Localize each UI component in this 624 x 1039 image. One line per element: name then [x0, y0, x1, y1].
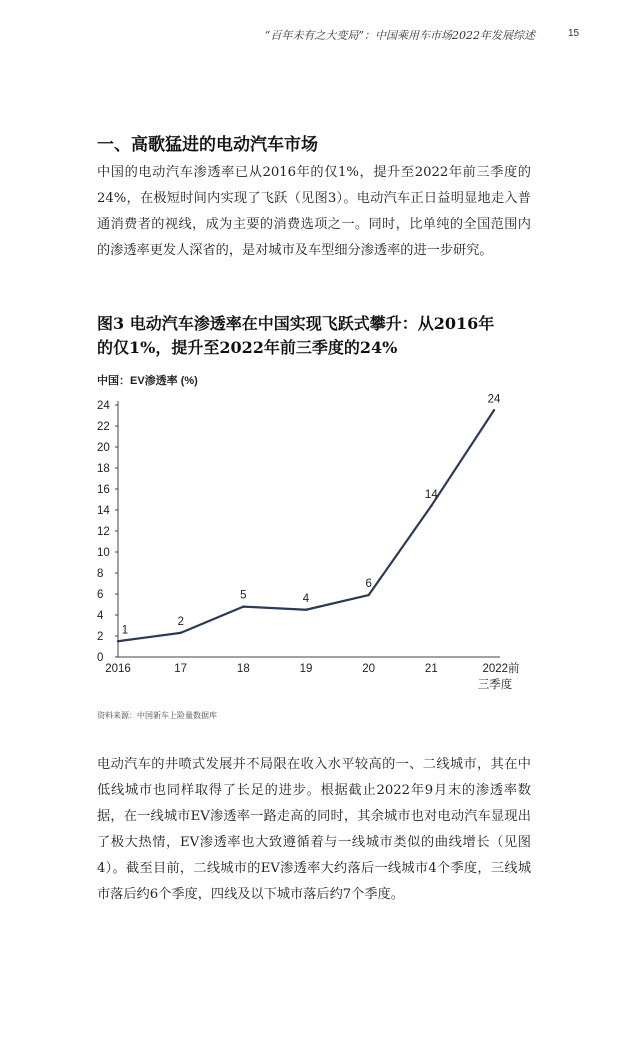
y-tick-label: 14 [97, 505, 110, 517]
figure-title-line-2: 的仅1%，提升至2022年前三季度的24% [97, 338, 398, 357]
y-tick-label: 12 [97, 526, 110, 538]
data-point [117, 640, 119, 642]
x-tick-label: 21 [424, 663, 438, 675]
y-tick-label: 0 [97, 652, 104, 664]
y-tick-label: 18 [97, 463, 110, 475]
data-label: 1 [121, 624, 129, 637]
y-tick-label: 8 [97, 568, 104, 580]
intro-paragraph: 中国的电动汽车渗透率已从2016年的仅1%，提升至2022年前三季度的24%，在极短时间内实现了飞跃（见图3）。电动汽车正日益明显地走入普通消费者的视线，成为主要的消费选项之一。同时，比单纯的全国范围内的渗透率更发人深省的，是对城市及车型细分渗透率的进一步研究。 [97, 165, 531, 258]
x-tick-label: 2016 [105, 663, 131, 675]
data-point [242, 605, 244, 607]
x-tick-label: 2022前 [482, 663, 520, 675]
x-tick-label: 20 [362, 663, 376, 675]
y-tick-label: 10 [97, 547, 110, 559]
section-title: 一、高歌猛进的电动汽车市场 [97, 135, 318, 155]
y-tick-label: 6 [97, 589, 104, 601]
body-paragraph: 电动汽车的井喷式发展并不局限在收入水平较高的一、二线城市，其在中低线城市也同样取得了长足的进步。根据截止2022年9月末的渗透率数据，在一线城市EV渗透率一路走高的同时，其余城市也对电动汽车显现出了极大热情，EV渗透率也大致遵循着与一线城市类似的曲线增长（见图4）。截至目前，二线城市的EV渗透率大约落后一线城市4个季度，三线城市落后约6个季度，四线及以下城市落后约7个季度。 [97, 757, 531, 902]
x-tick-label: 17 [174, 663, 188, 675]
data-point [430, 505, 432, 507]
data-label: 14 [424, 488, 438, 501]
data-point [305, 609, 307, 611]
data-label: 2 [177, 615, 184, 628]
y-tick-label: 22 [97, 421, 110, 433]
x-tick-label: 三季度 [477, 679, 513, 691]
chart-subtitle: 中国：EV渗透率 (%) [97, 375, 198, 387]
data-label: 6 [365, 578, 372, 591]
page-number: 15 [568, 28, 580, 39]
y-tick-label: 4 [97, 610, 104, 622]
y-tick-label: 2 [97, 631, 104, 643]
x-tick-label: 19 [299, 663, 313, 675]
y-tick-label: 16 [97, 484, 110, 496]
y-tick-label: 20 [97, 442, 110, 454]
data-point [367, 594, 369, 596]
series-line [118, 410, 494, 641]
data-label: 5 [240, 589, 247, 602]
y-tick-label: 24 [97, 400, 110, 412]
data-label: 4 [302, 592, 310, 605]
data-label: 24 [487, 393, 501, 406]
figure-source: 资料来源：中国新车上险量数据库 [97, 711, 217, 720]
figure-title-line-1: 图3 电动汽车渗透率在中国实现飞跃式攀升：从2016年 [97, 314, 495, 333]
x-tick-label: 18 [236, 663, 250, 675]
data-point [179, 632, 181, 634]
data-point [493, 409, 495, 411]
running-header: “百年未有之大变局”：中国乘用车市场2022年发展综述 [264, 29, 535, 42]
